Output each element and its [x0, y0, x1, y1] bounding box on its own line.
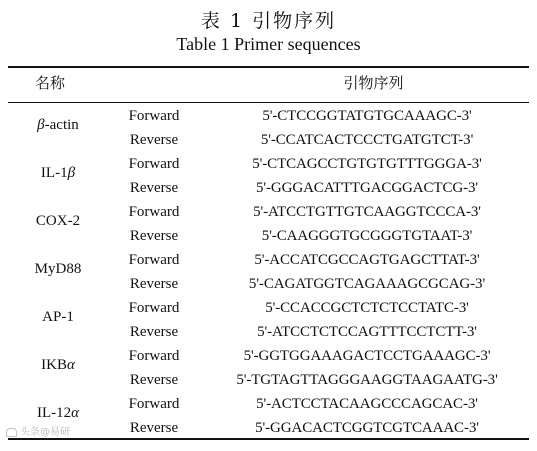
gene-group — [8, 392, 529, 440]
primer-sequence: 5'-GGACACTCGGTCGTCAAAC-3' — [255, 420, 479, 436]
direction-label: Forward — [128, 204, 180, 220]
header-rule — [8, 102, 529, 103]
table-caption-zh: 表 1 引物序列 — [200, 10, 337, 32]
gene-group — [8, 248, 529, 296]
gene-prefix: COX-2 — [35, 213, 81, 229]
primer-sequence: 5'-ACCATCGCCAGTGAGCTTAT-3' — [254, 252, 480, 268]
gene-symbol: β — [37, 117, 45, 133]
primer-sequence: 5'-TGTAGTTAGGGAAGGTAAGAATG-3' — [236, 372, 498, 388]
gene-suffix: -actin — [44, 117, 79, 133]
forward-primer-row — [8, 248, 529, 272]
primer-table-body — [8, 104, 529, 440]
forward-primer-row — [8, 200, 529, 224]
primer-sequence: 5'-CTCCGGTATGTGCAAAGC-3' — [262, 108, 472, 124]
reverse-primer-row — [8, 272, 529, 296]
forward-primer-row — [8, 152, 529, 176]
gene-symbol: α — [66, 357, 75, 373]
primer-sequence: 5'-GGTGGAAAGACTCCTGAAAGC-3' — [243, 348, 491, 364]
primer-sequence: 5'-ACTCCTACAAGCCCAGCAC-3' — [256, 396, 478, 412]
watermark-text: 头条@易研 — [20, 427, 70, 438]
primer-sequence: 5'-CAGATGGTCAGAAAGCGCAG-3' — [248, 276, 486, 292]
reverse-primer-row — [8, 368, 529, 392]
gene-group — [8, 296, 529, 344]
primer-sequence: 5'-CCACCGCTCTCTCCTATC-3' — [265, 300, 469, 316]
primer-sequence: 5'-GGGACATTTGACGGACTCG-3' — [255, 180, 479, 196]
header-name: 名称 — [34, 74, 65, 92]
forward-primer-row — [8, 344, 529, 368]
reverse-primer-row — [8, 176, 529, 200]
direction-label: Forward — [128, 300, 180, 316]
direction-label: Reverse — [129, 132, 179, 148]
gene-prefix: IL-1 — [40, 165, 68, 181]
gene-group — [8, 344, 529, 392]
gene-prefix: AP-1 — [42, 309, 74, 325]
direction-label: Reverse — [129, 180, 179, 196]
gene-prefix: MyD88 — [34, 261, 82, 277]
primer-sequence: 5'-CCATCACTCCCTGATGTCT-3' — [260, 132, 474, 148]
gene-symbol: β — [67, 165, 76, 181]
primer-sequence: 5'-CAAGGGTGCGGGTGTAAT-3' — [261, 228, 473, 244]
header-sequence: 引物序列 — [343, 74, 404, 92]
top-rule — [8, 66, 529, 68]
reverse-primer-row — [8, 416, 529, 440]
watermark-icon — [6, 428, 17, 437]
forward-primer-row — [8, 104, 529, 128]
direction-label: Forward — [128, 348, 180, 364]
direction-label: Forward — [128, 252, 180, 268]
forward-primer-row — [8, 296, 529, 320]
gene-symbol: α — [71, 405, 80, 421]
direction-label: Forward — [128, 396, 180, 412]
direction-label: Forward — [128, 156, 180, 172]
reverse-primer-row — [8, 224, 529, 248]
primer-sequence: 5'-ATCCTCTCCAGTTTCCTCTT-3' — [257, 324, 477, 340]
reverse-primer-row — [8, 128, 529, 152]
gene-group — [8, 152, 529, 200]
direction-label: Reverse — [129, 228, 179, 244]
gene-group — [8, 104, 529, 152]
watermark — [6, 423, 70, 438]
direction-label: Reverse — [129, 372, 179, 388]
bottom-rule — [8, 438, 529, 440]
gene-prefix: IKB — [41, 357, 67, 373]
primer-sequence: 5'-ATCCTGTTGTCAAGGTCCCA-3' — [253, 204, 481, 220]
forward-primer-row — [8, 392, 529, 416]
primer-sequence: 5'-CTCAGCCTGTGTGTTTGGGA-3' — [252, 156, 482, 172]
direction-label: Reverse — [129, 420, 179, 436]
reverse-primer-row — [8, 320, 529, 344]
table-caption-en: Table 1 Primer sequences — [176, 34, 361, 54]
direction-label: Forward — [128, 108, 180, 124]
gene-prefix: IL-12 — [36, 405, 72, 421]
direction-label: Reverse — [129, 324, 179, 340]
direction-label: Reverse — [129, 276, 179, 292]
gene-group — [8, 200, 529, 248]
